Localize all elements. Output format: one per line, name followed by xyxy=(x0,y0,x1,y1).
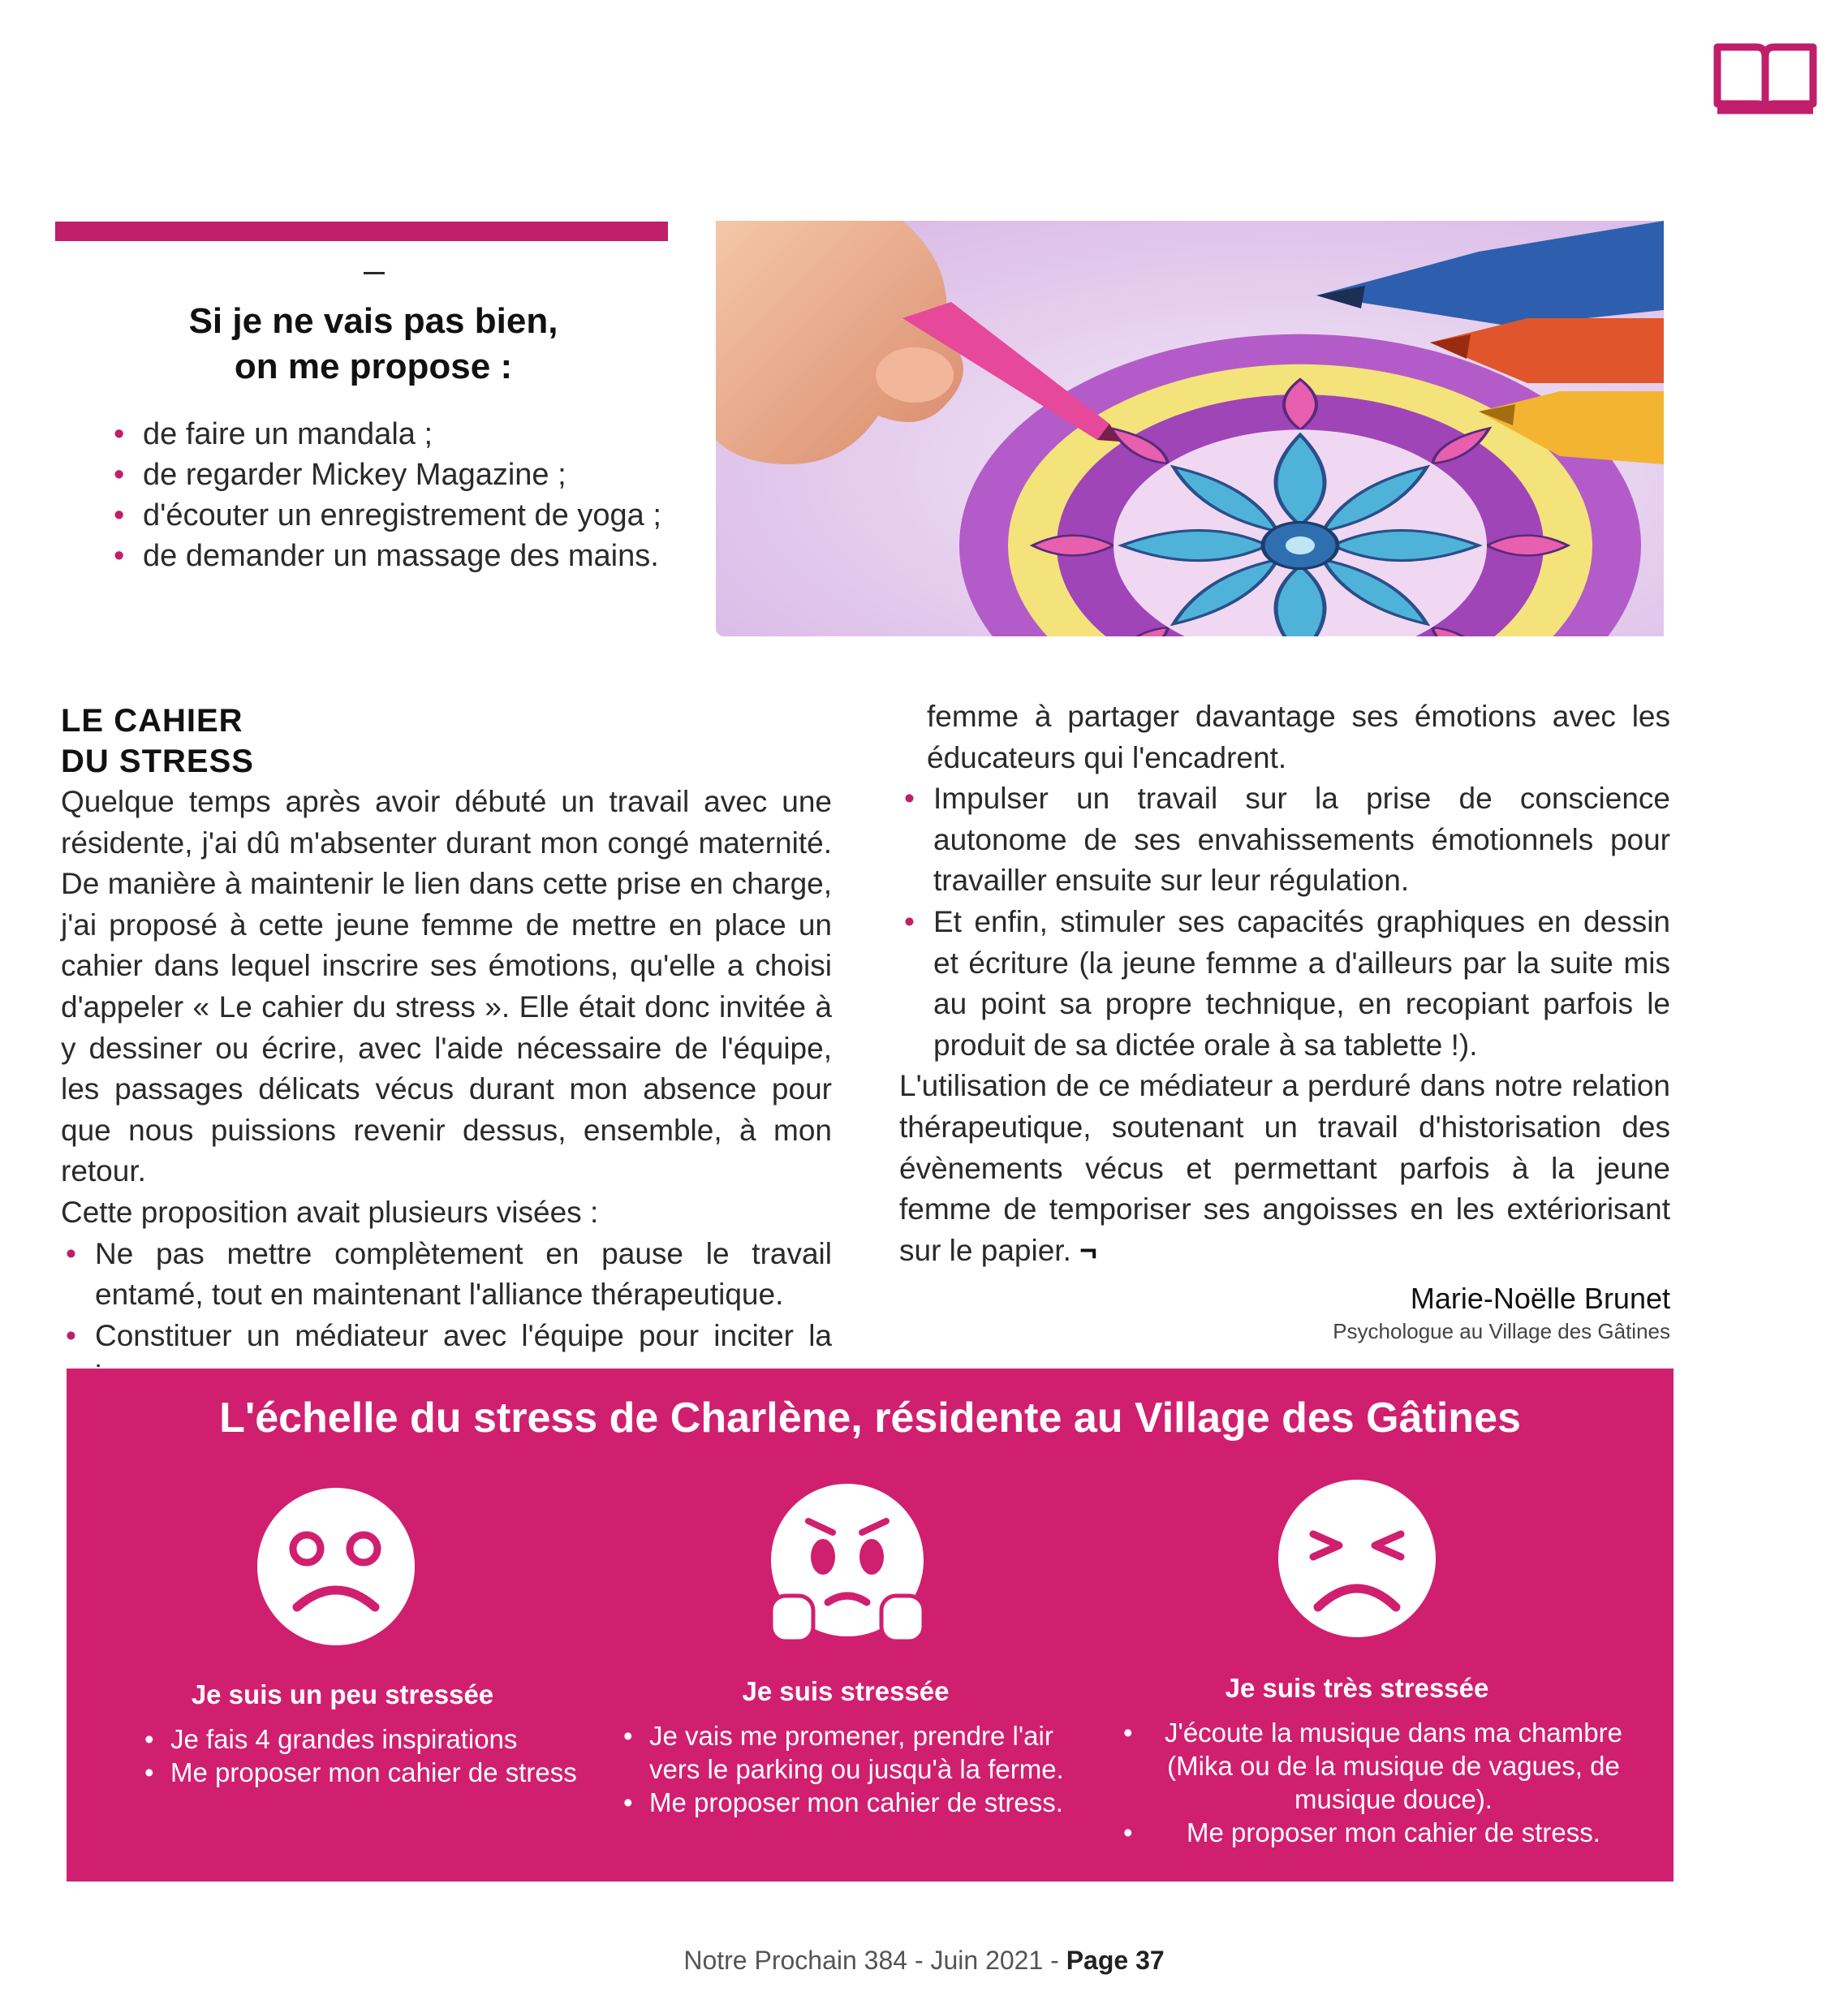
accent-bar xyxy=(55,222,668,241)
distressed-face-icon xyxy=(1276,1477,1438,1640)
page-footer xyxy=(0,1944,1848,1976)
article-left-column xyxy=(61,700,832,1398)
mandala-illustration xyxy=(716,221,1664,636)
end-mark: ¬ xyxy=(1079,1233,1097,1267)
list-item: • de regarder Mickey Magazine ; xyxy=(114,455,682,495)
box-title xyxy=(106,299,641,390)
list-item: • Je vais me promener, prendre l'air vers le parking ou jusqu'à la ferme. xyxy=(618,1719,1105,1786)
section-heading-line1: LE CAHIER xyxy=(61,703,243,739)
mandala-photo xyxy=(716,221,1664,636)
level-list xyxy=(618,1719,1105,1819)
level-heading: Je suis un peu stressée xyxy=(191,1679,494,1709)
list-item: • Me proposer mon cahier de stress xyxy=(140,1756,594,1789)
list-item: • Me proposer mon cahier de stress. xyxy=(1118,1816,1638,1849)
list-item: • J'écoute la musique dans ma chambre (Mika ou de la musique de vagues, de musique douce). xyxy=(1118,1716,1638,1816)
article-right-column xyxy=(899,696,1670,1344)
page-number: Page 37 xyxy=(1066,1946,1165,1975)
list-item: • d'écouter un enregistrement de yoga ; xyxy=(114,495,682,536)
list-item: • de faire un mandala ; xyxy=(114,414,682,455)
bullet-item: • Ne pas mettre complètement en pause le travail entamé, tout en maintenant l'alliance thérapeutique. xyxy=(61,1234,832,1316)
author-role: Psychologue au Village des Gâtines xyxy=(1333,1319,1670,1344)
bullet-continuation: femme à partager davantage ses émotions avec les éducateurs qui l'encadrent. xyxy=(927,700,1670,774)
list-item: • de demander un massage des mains. xyxy=(114,536,682,576)
level-list xyxy=(1118,1716,1638,1849)
proposal-list xyxy=(114,414,682,576)
paragraph-text: L'utilisation de ce médiateur a perduré dans notre relation thérapeutique, soutenant un travail d'historisation des évènements vécus et permettant parfois à la jeune femme de temporiser ses angoisses en les extériorisant sur le papier. xyxy=(899,1069,1670,1267)
box-title-line1: Si je ne vais pas bien, xyxy=(188,301,558,341)
stress-scale-box xyxy=(67,1369,1674,1882)
list-item: • Je fais 4 grandes inspirations xyxy=(140,1722,594,1756)
bullet-item: • Impulser un travail sur la prise de conscience autonome de ses envahissements émotionnels pour travailler ensuite sur leur régulation. xyxy=(899,778,1670,902)
level-heading: Je suis stressée xyxy=(742,1676,950,1706)
box-title-line2: on me propose : xyxy=(234,347,513,386)
stress-scale-title: L'échelle du stress de Charlène, résidente au Village des Gâtines xyxy=(219,1394,1521,1442)
paragraph: Quelque temps après avoir débuté un travail avec une résidente, j'ai dû m'absenter durant mon congé maternité. De manière à maintenir le lien dans cette prise en charge, j'ai proposé à cette jeune femme de mettre en place un cahier dans lequel inscrire ses émotions, qu'elle a choisi d'appeler « Le cahier du stress ». Elle était donc invitée à y dessiner ou écrire, avec l'aide nécessaire de l'équipe, les passages délicats vécus durant mon absence pour que nous puissions revenir dessus, ensemble, à mon retour. xyxy=(61,785,832,1188)
paragraph: Cette proposition avait plusieurs visées : xyxy=(61,1195,599,1229)
bullet-item: • Et enfin, stimuler ses capacités graphiques en dessin et écriture (la jeune femme a d'ailleurs par la suite mis au point sa propre technique, en recopiant parfois le produit de sa dictée orale à sa tablette !). xyxy=(899,902,1670,1066)
level-heading: Je suis très stressée xyxy=(1225,1673,1489,1703)
anxious-face-icon xyxy=(766,1482,928,1644)
paragraph xyxy=(899,1066,1670,1271)
sad-face-icon xyxy=(255,1485,417,1648)
author-name: Marie-Noëlle Brunet xyxy=(1410,1282,1670,1316)
level-list xyxy=(140,1722,594,1789)
list-item: • Me proposer mon cahier de stress. xyxy=(618,1786,1105,1819)
publication-info: Notre Prochain 384 - Juin 2021 - xyxy=(683,1946,1059,1975)
dash-mark xyxy=(364,272,385,274)
bullet-item: • Constituer un médiateur avec l'équipe pour inciter la xyxy=(61,1316,832,1398)
section-heading-line2: DU STRESS xyxy=(61,744,254,779)
open-book-icon xyxy=(1711,41,1820,119)
